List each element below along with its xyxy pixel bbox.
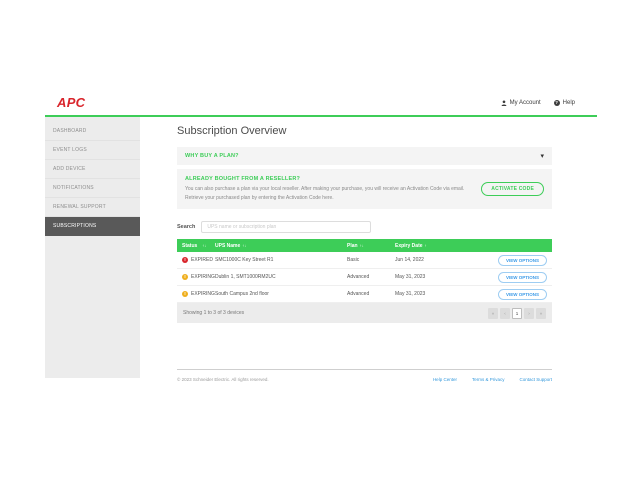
copyright-text: © 2023 Schneider Electric. All rights reserved. — [177, 377, 269, 382]
sidebar-item-event-logs[interactable]: EVENT LOGS — [45, 141, 140, 160]
column-header-plan[interactable] — [347, 243, 395, 249]
status-text: EXPIRING — [191, 274, 215, 280]
why-buy-a-plan-accordion[interactable] — [177, 147, 552, 165]
expiring-status-icon: ! — [182, 274, 188, 280]
plan-header-label: Plan — [347, 242, 358, 249]
person-icon — [501, 100, 507, 106]
status-text: EXPIRING — [191, 291, 215, 297]
sidebar — [45, 117, 140, 378]
pagination-last-button[interactable]: » — [536, 308, 546, 319]
action-cell — [498, 255, 552, 266]
ups-name-cell: Dublin 1, SMT1000RM2UC — [215, 274, 276, 280]
column-header-expiry-date[interactable] — [395, 243, 547, 249]
sidebar-item-dashboard[interactable]: DASHBOARD — [45, 122, 140, 141]
status-cell — [177, 291, 215, 297]
pagination-page-1-button[interactable]: 1 — [512, 308, 522, 319]
pagination-first-button[interactable]: « — [488, 308, 498, 319]
status-cell — [177, 257, 215, 263]
pagination-prev-button[interactable]: ‹ — [500, 308, 510, 319]
status-cell — [177, 274, 215, 280]
table-footer — [177, 303, 552, 323]
body-row — [45, 117, 597, 382]
subscriptions-table — [177, 239, 552, 323]
view-options-button[interactable]: VIEW OPTIONS — [498, 255, 547, 266]
contact-support-link[interactable]: Contact Support — [519, 377, 552, 382]
ups-name-cell: South Campus 2nd floor — [215, 291, 269, 297]
sidebar-item-subscriptions[interactable]: SUBSCRIPTIONS — [45, 217, 140, 236]
site-footer — [177, 369, 552, 382]
sidebar-item-add-device[interactable]: ADD DEVICE — [45, 160, 140, 179]
search-input[interactable] — [201, 221, 371, 233]
help-label: Help — [562, 99, 575, 106]
apc-logo: APC — [57, 95, 86, 110]
help-button[interactable] — [554, 100, 575, 106]
expiry-date-cell: Jun 14, 2022 — [395, 257, 424, 263]
help-icon: ? — [555, 100, 559, 105]
pagination-next-button[interactable]: › — [524, 308, 534, 319]
table-row — [177, 286, 552, 303]
table-header-row — [177, 239, 552, 252]
sort-asc-icon: ↑ — [424, 243, 427, 248]
pagination — [488, 308, 546, 319]
column-header-status[interactable] — [177, 243, 215, 249]
expired-status-icon: ! — [182, 257, 188, 263]
reseller-title: ALREADY BOUGHT FROM A RESELLER? — [185, 176, 301, 182]
action-cell — [498, 289, 552, 300]
chevron-down-icon: ▾ — [540, 152, 544, 160]
my-account-button[interactable] — [501, 100, 541, 106]
expiring-status-icon: ! — [182, 291, 188, 297]
terms-privacy-link[interactable]: Terms & Privacy — [471, 377, 505, 382]
table-row — [177, 269, 552, 286]
search-label: Search — [177, 224, 196, 230]
main-content — [177, 117, 552, 382]
my-account-label: My Account — [509, 99, 541, 106]
table-row — [177, 252, 552, 269]
top-bar-right — [501, 100, 575, 106]
sort-icon: ↑↓ — [359, 243, 364, 248]
search-row — [177, 221, 552, 233]
page-title: Subscription Overview — [177, 125, 287, 137]
sort-icon: ↑↓ — [242, 243, 247, 248]
reseller-body: You can also purchase a plan via your local reseller. After making your purchase, you will receive an Activation Code via email. Retrieve your purchased plan by entering the Activation Code here. — [185, 186, 465, 201]
view-options-button[interactable]: VIEW OPTIONS — [498, 272, 547, 283]
top-bar — [45, 90, 597, 115]
status-header-label: Status — [182, 242, 198, 249]
footer-links — [433, 377, 552, 382]
reseller-text — [185, 176, 469, 202]
plan-cell: Advanced — [347, 274, 370, 280]
view-options-button[interactable]: VIEW OPTIONS — [498, 289, 547, 300]
expiry-date-header-label: Expiry Date — [395, 242, 423, 249]
expiry-date-cell: May 31, 2023 — [395, 291, 426, 297]
activate-code-button[interactable]: ACTIVATE CODE — [481, 182, 544, 196]
reseller-section — [177, 169, 552, 209]
sidebar-item-notifications[interactable]: NOTIFICATIONS — [45, 179, 140, 198]
app-window — [45, 90, 597, 382]
table-summary: Showing 1 to 3 of 3 devices — [183, 310, 245, 316]
expiry-date-cell: May 31, 2023 — [395, 274, 426, 280]
sort-icon: ↑↓ — [202, 243, 207, 248]
ups-name-cell: SMC1000C Key Street R1 — [215, 257, 274, 263]
plan-cell: Advanced — [347, 291, 370, 297]
ups-name-header-label: UPS Name — [215, 242, 241, 249]
help-center-link[interactable]: Help Center — [432, 377, 457, 382]
action-cell — [498, 272, 552, 283]
status-text: EXPIRED — [191, 257, 213, 263]
why-buy-title: WHY BUY A PLAN? — [185, 153, 239, 159]
column-header-ups-name[interactable] — [215, 243, 347, 249]
sidebar-item-renewal-support[interactable]: RENEWAL SUPPORT — [45, 198, 140, 217]
plan-cell: Basic — [347, 257, 360, 263]
